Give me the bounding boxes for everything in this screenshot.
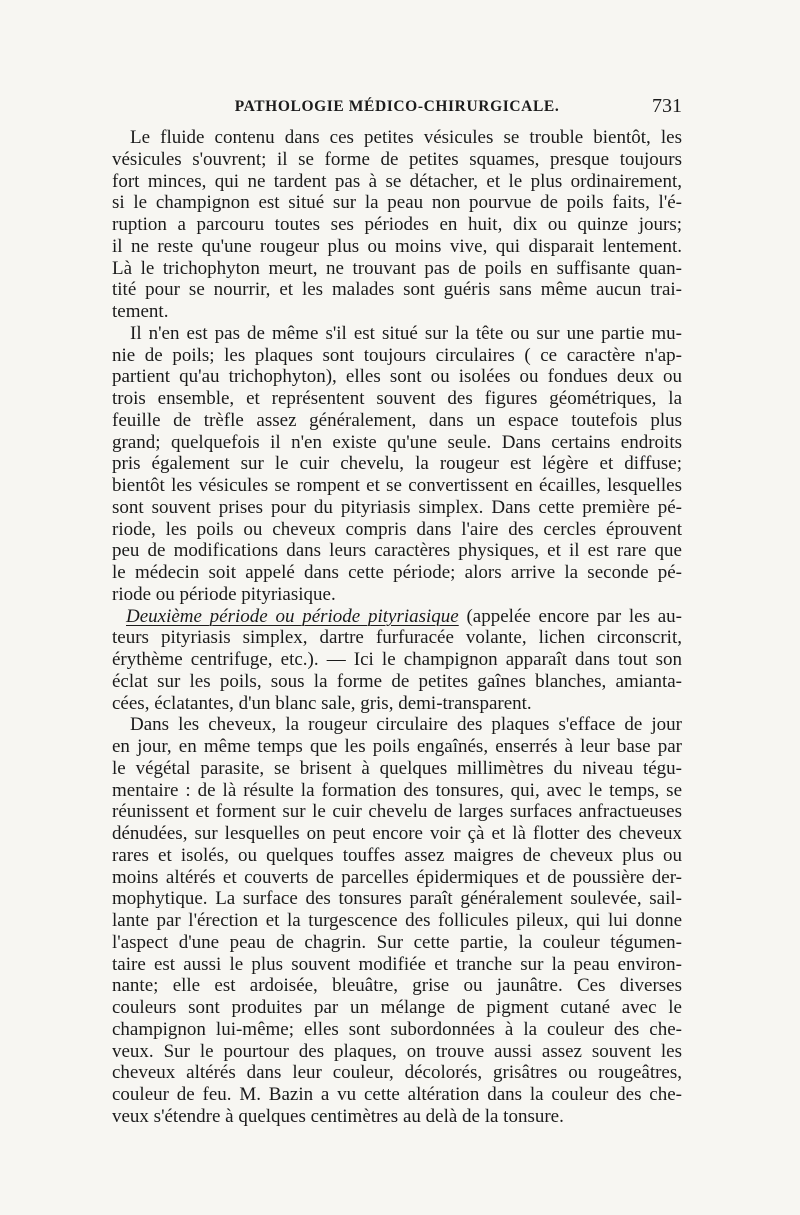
text-line: Dans les cheveux, la rougeur circulaire des plaques s'efface de jour — [130, 714, 682, 736]
text-line: moins altérés et couverts de parcelles épidermiques et de poussière der- — [112, 866, 682, 888]
text-line: grand; quelquefois il n'en existe qu'une seule. Dans certains endroits — [112, 431, 682, 453]
page-number: 731 — [652, 95, 682, 117]
text-line: veux s'étendre à quelques centimètres au delà de la tonsure. — [112, 1105, 564, 1127]
text-line: pris également sur le cuir chevelu, la rougeur est légère et diffuse; — [112, 453, 682, 475]
text-line: éclat sur les poils, sous la forme de petites gaînes blanches, amianta- — [112, 670, 682, 692]
text-line: mophytique. La surface des tonsures paraît généralement soulevée, sail- — [112, 888, 682, 910]
text-line: nie de poils; les plaques sont toujours circulaires ( ce caractère n'ap- — [112, 344, 682, 366]
text-line: fort minces, qui ne tardent pas à se détacher, et le plus ordinairement, — [112, 170, 682, 192]
text-line: cheveux altérés dans leur couleur, décolorés, grisâtres ou rougeâtres, — [112, 1062, 682, 1084]
text-line: Le fluide contenu dans ces petites vésicules se trouble bientôt, les — [130, 127, 682, 148]
text-line: cées, éclatantes, d'un blanc sale, gris, demi-transparent. — [112, 692, 532, 714]
text-line: champignon lui-même; elles sont subordonnées à la couleur des che- — [112, 1018, 682, 1040]
text-line: Il n'en est pas de même s'il est situé sur la tête ou sur une partie mu- — [130, 322, 682, 344]
line-text: (appelée encore par les au- — [458, 605, 682, 627]
text-line: Là le trichophyton meurt, ne trouvant pas de poils en suffisante quan- — [112, 257, 682, 279]
text-line: sont souvent prises pour du pityriasis simplex. Dans cette première pé- — [112, 496, 682, 518]
text-line: si le champignon est situé sur la peau non pourvue de poils faits, l'é- — [112, 192, 682, 214]
text-line: taire est aussi le plus souvent modifiée et tranche sur la peau environ- — [112, 953, 682, 975]
body-text — [112, 127, 682, 1128]
text-line: en jour, en même temps que les poils engaînés, enserrés à leur base par — [112, 736, 682, 757]
text-line: lante par l'érection et la turgescence des follicules pileux, qui lui donne — [112, 910, 682, 931]
running-head — [112, 96, 682, 122]
text-line: peu de modifications dans leurs caractères physiques, et il est rare que — [112, 540, 682, 562]
text-line: partient qu'au trichophyton), elles sont ou isolées ou fondues deux ou — [112, 366, 682, 388]
text-line: l'aspect d'une peau de chagrin. Sur cette partie, la couleur tégumen- — [112, 931, 682, 953]
text-line: rares et isolés, ou quelques touffes assez maigres de cheveux plus ou — [112, 844, 682, 866]
text-line: vésicules s'ouvrent; il se forme de petites squames, presque toujours — [112, 148, 682, 170]
text-line: bientôt les vésicules se rompent et se convertissent en écailles, lesquelles — [112, 475, 682, 496]
text-line: veux. Sur le pourtour des plaques, on trouve aussi assez souvent les — [112, 1040, 682, 1062]
running-title: PATHOLOGIE MÉDICO-CHIRURGICALE. — [234, 98, 560, 115]
text-line: trois ensemble, et représentent souvent des figures géométriques, la — [112, 388, 682, 409]
text-line: tité pour se nourrir, et les malades sont guéris sans même aucun trai- — [112, 279, 682, 301]
text-line: feuille de trèfle assez généralement, dans un espace toutefois plus — [112, 409, 682, 431]
text-line: teurs pityriasis simplex, dartre furfuracée volante, lichen circonscrit, — [112, 627, 682, 649]
text-line: nante; elle est ardoisée, bleuâtre, grise ou jaunâtre. Ces diverses — [112, 975, 682, 997]
text-line: réunissent et forment sur le cuir chevelu de larges surfaces anfractueuses — [112, 801, 682, 823]
text-line: il ne reste qu'une rougeur plus ou moins vive, qui disparait lentement. — [112, 235, 682, 257]
text-line: le médecin soit appelé dans cette période; alors arrive la seconde pé- — [112, 562, 682, 583]
italic-heading: Deuxième période ou période pityriasique — [126, 605, 459, 627]
text-line: tement. — [112, 301, 169, 322]
text-line — [112, 606, 682, 628]
text-line: couleur de feu. M. Bazin a vu cette altération dans la couleur des che- — [112, 1084, 682, 1105]
text-line: riode, les poils ou cheveux compris dans l'aire des cercles éprouvent — [112, 518, 682, 540]
text-line: le végétal parasite, se brisent à quelques millimètres du niveau tégu- — [112, 757, 682, 779]
text-line: mentaire : de là résulte la formation des tonsures, qui, avec le temps, se — [112, 779, 682, 801]
text-line: ruption a parcouru toutes ses périodes en huit, dix ou quinze jours; — [112, 214, 682, 235]
text-line: riode ou période pityriasique. — [112, 583, 336, 605]
text-line: dénudées, sur lesquelles on peut encore voir çà et là flotter des cheveux — [112, 823, 682, 844]
text-line: érythème centrifuge, etc.). — Ici le champignon apparaît dans tout son — [112, 649, 682, 670]
text-line: couleurs sont produites par un mélange de pigment cutané avec le — [112, 997, 682, 1018]
